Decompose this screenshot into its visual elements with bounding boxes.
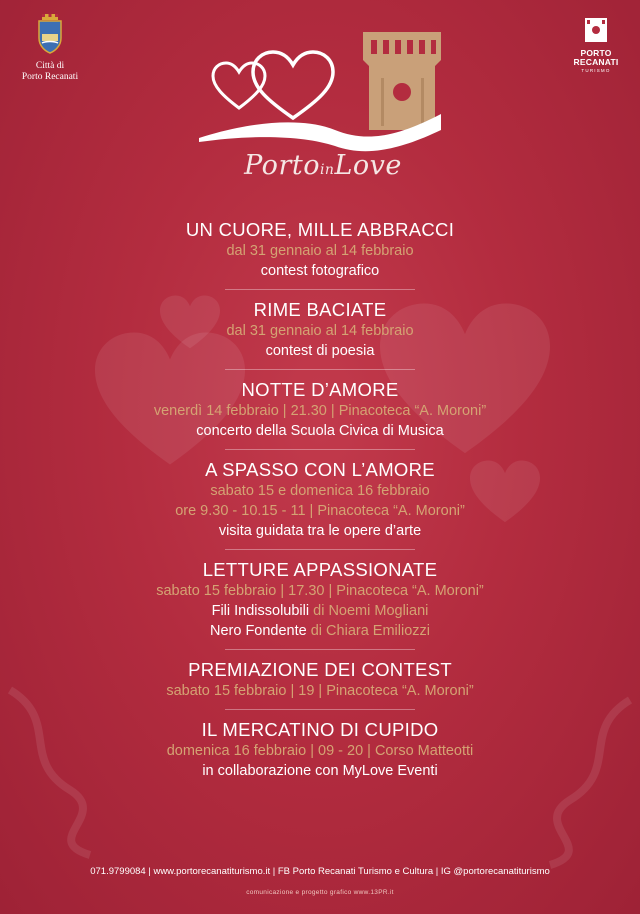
logo-word-love: Love — [334, 150, 402, 181]
event-title: LETTURE APPASSIONATE — [202, 559, 438, 580]
event-date: sabato 15 febbraio | 19 | Pinacoteca “A. Moroni” — [166, 683, 474, 699]
crest-label — [20, 61, 80, 83]
event-title: RIME BACIATE — [253, 299, 387, 320]
event-title: UN CUORE, MILLE ABBRACCI — [185, 219, 455, 240]
event-divider — [225, 709, 415, 710]
event-description: contest fotografico — [260, 263, 380, 279]
event-description: visita guidata tra le opere d’arte — [218, 523, 422, 539]
crest-label-line2: Porto Recanati — [21, 72, 79, 82]
crest-label-line1: Città di — [35, 61, 65, 71]
footer-credit: comunicazione e progetto grafico www.13PR.it — [246, 889, 394, 896]
book-author: di Chiara Emiliozzi — [306, 623, 431, 639]
event-title: IL MERCATINO DI CUPIDO — [201, 719, 439, 740]
tower-logo-icon — [363, 32, 441, 130]
book-title: Nero Fondente — [209, 623, 307, 639]
brand-name-line1: PORTO — [580, 48, 612, 58]
logo-word-in: in — [319, 162, 335, 178]
event-book-1 — [60, 601, 580, 621]
event-item — [60, 658, 580, 701]
logo-word-porto: Porto — [244, 150, 320, 181]
event-time: ore 9.30 - 10.15 - 11 | Pinacoteca “A. Moroni” — [175, 503, 465, 519]
event-divider — [225, 549, 415, 550]
book-title: Fili Indissolubili — [211, 603, 310, 619]
event-divider — [225, 649, 415, 650]
city-crest-icon — [37, 14, 63, 54]
event-date: domenica 16 febbraio | 09 - 20 | Corso Matteotti — [166, 743, 474, 759]
event-list — [60, 218, 580, 781]
event-divider — [225, 289, 415, 290]
logo-wordmark — [228, 150, 418, 181]
event-description: concerto della Scuola Civica di Musica — [196, 423, 444, 439]
event-item — [60, 298, 580, 361]
event-divider — [225, 369, 415, 370]
event-title: PREMIAZIONE DEI CONTEST — [188, 659, 452, 680]
event-date: venerdì 14 febbraio | 21.30 | Pinacoteca “A. Moroni” — [153, 403, 487, 419]
event-item — [60, 718, 580, 781]
event-divider — [225, 449, 415, 450]
book-author: di Noemi Mogliani — [309, 603, 429, 619]
event-item — [60, 218, 580, 281]
tower-icon — [581, 16, 611, 44]
city-crest — [20, 14, 80, 83]
event-title: A SPASSO CON L’AMORE — [205, 459, 435, 480]
heart-large — [253, 52, 333, 118]
footer-contacts: 071.9799084 | www.portorecanatiturismo.it | FB Porto Recanati Turismo e Cultura | IG @portorecanatiturismo — [90, 866, 550, 877]
event-date: sabato 15 febbraio | 17.30 | Pinacoteca “A. Moroni” — [156, 583, 484, 599]
event-item — [60, 378, 580, 441]
brand-subtitle: TURISMO — [581, 68, 611, 73]
event-date: dal 31 gennaio al 14 febbraio — [226, 323, 414, 339]
brand-name-line2: RECANATI — [573, 57, 619, 67]
event-item — [60, 558, 580, 641]
event-date: sabato 15 e domenica 16 febbraio — [210, 483, 430, 499]
event-description: contest di poesia — [265, 343, 375, 359]
tourism-brand-logo — [566, 16, 626, 73]
event-title: NOTTE D’AMORE — [241, 379, 399, 400]
event-item — [60, 458, 580, 541]
event-book-2 — [60, 621, 580, 641]
event-description: in collaborazione con MyLove Eventi — [202, 763, 438, 779]
event-date: dal 31 gennaio al 14 febbraio — [226, 243, 414, 259]
